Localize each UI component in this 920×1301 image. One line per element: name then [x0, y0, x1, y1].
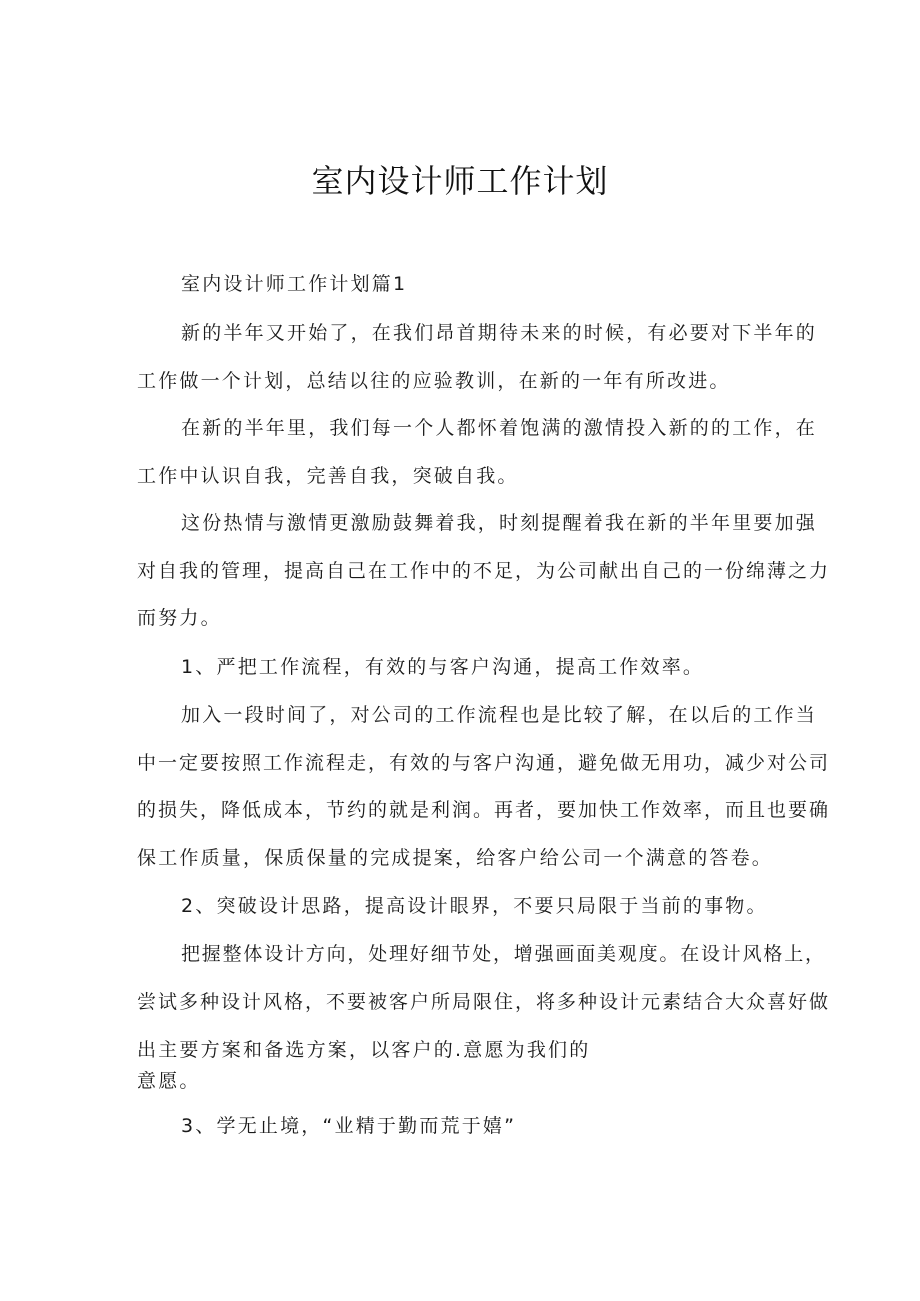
paragraph-line: 尝试多种设计风格，不要被客户所局限住，将多种设计元素结合大众喜好做	[137, 991, 831, 1013]
paragraph-line: 出主要方案和备选方案，以客户的.意愿为我们的	[137, 1039, 591, 1061]
section-heading: 室内设计师工作计划篇1	[181, 273, 408, 295]
paragraph-line: 把握整体设计方向，处理好细节处，增强画面美观度。在设计风格上，	[181, 943, 826, 965]
paragraph-line: 工作做一个计划，总结以往的应验教训，在新的一年有所改进。	[137, 370, 731, 392]
paragraph-line: 新的半年又开始了，在我们昂首期待未来的时候，有必要对下半年的	[181, 322, 818, 344]
paragraph-line: 的损失，降低成本，节约的就是利润。再者，要加快工作效率，而且也要确	[137, 799, 831, 821]
paragraph-line: 在新的半年里，我们每一个人都怀着饱满的激情投入新的的工作，在	[181, 417, 818, 439]
document-title: 室内设计师工作计划	[311, 162, 609, 200]
paragraph-line: 中一定要按照工作流程走，有效的与客户沟通，避免做无用功，减少对公司	[137, 752, 831, 774]
numbered-heading: 1、严把工作流程，有效的与客户沟通，提高工作效率。	[181, 656, 705, 678]
paragraph-line: 而努力。	[137, 607, 222, 629]
paragraph-line: 加入一段时间了，对公司的工作流程也是比较了解，在以后的工作当	[181, 704, 818, 726]
numbered-heading: 2、突破设计思路，提高设计眼界，不要只局限于当前的事物。	[181, 895, 768, 917]
numbered-heading: 3、学无止境，“业精于勤而荒于嬉”	[181, 1115, 517, 1137]
paragraph-line: 这份热情与激情更激励鼓舞着我，时刻提醒着我在新的半年里要加强	[181, 512, 818, 534]
paragraph-line: 保工作质量，保质保量的完成提案，给客户给公司一个满意的答卷。	[137, 847, 774, 869]
paragraph-line: 意愿。	[137, 1070, 201, 1092]
paragraph-line: 工作中认识自我，完善自我，突破自我。	[137, 465, 519, 487]
paragraph-line: 对自我的管理，提高自己在工作中的不足，为公司献出自己的一份绵薄之力	[137, 560, 831, 582]
